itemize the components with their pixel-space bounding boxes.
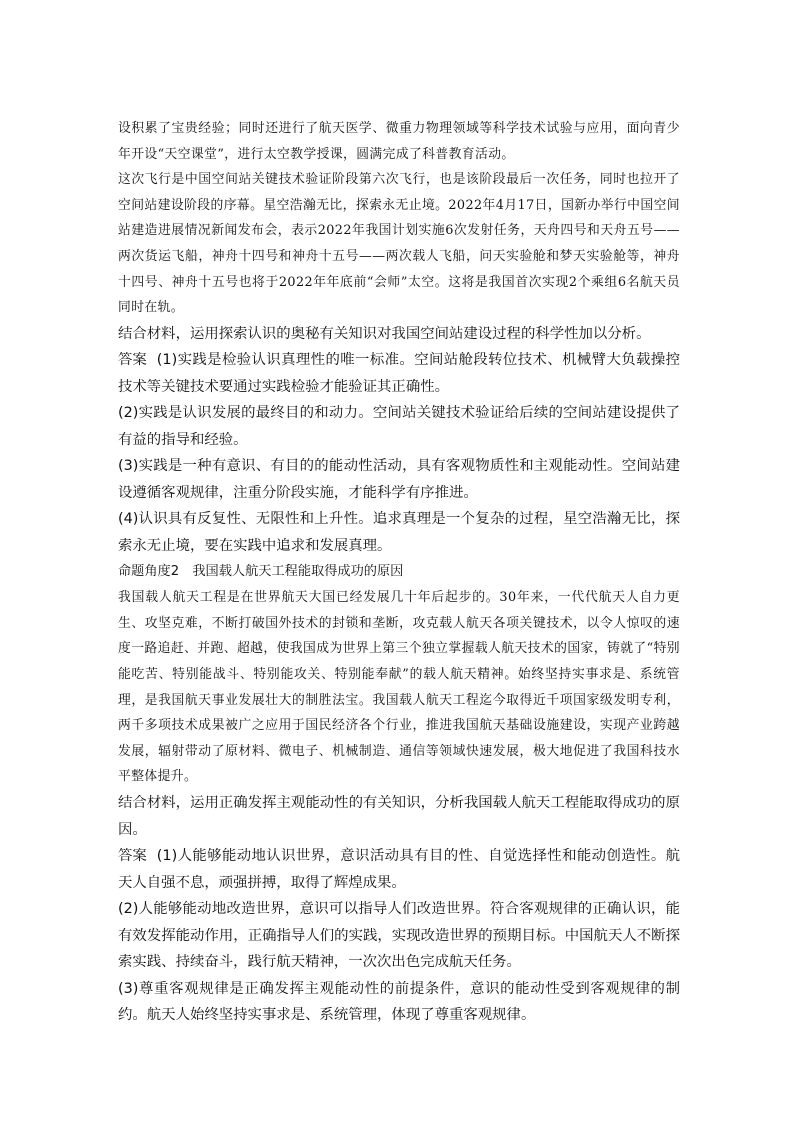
document-page bbox=[118, 116, 680, 1029]
material-paragraph: 设积累了宝贵经验；同时还进行了航天医学、微重力物理领域等科学技术试验与应用，面向青少年开设“天空课堂”，进行太空教学授课，圆满完成了科普教育活动。 bbox=[118, 121, 680, 162]
answer-item: (3)实践是一种有意识、有目的的能动性活动，具有客观物质性和主观能动性。空间站建设遵循客观规律，注重分阶段实施，才能科学有序推进。 bbox=[118, 458, 680, 501]
answer-text: (1)实践是检验认识真理性的唯一标准。空间站舱段转位技术、机械臂大负载操控技术等关键技术要通过实践检验才能验证其正确性。 bbox=[118, 352, 680, 395]
question-text: 结合材料，运用探索认识的奥秘有关知识对我国空间站建设过程的科学性加以分析。 bbox=[118, 325, 651, 342]
answer-label: 答案 bbox=[118, 848, 147, 864]
answer-item bbox=[118, 347, 680, 400]
section-manned-spaceflight bbox=[118, 559, 680, 1028]
answer-text: (1)人能够能动地认识世界，意识活动具有目的性、自觉选择性和能动创造性。航天人自强不息，顽强拼搏，取得了辉煌成果。 bbox=[118, 848, 680, 891]
section-space-station bbox=[118, 116, 680, 559]
answer-item: (2)人能够能动地改造世界，意识可以指导人们改造世界。符合客观规律的正确认识，能有效发挥能动作用，正确指导人们的实践，实现改造世界的预期目标。中国航天人不断探索实践、持续奋斗，践行航天精神，一次次出色完成航天任务。 bbox=[118, 901, 680, 970]
answer-label: 答案 bbox=[118, 352, 147, 369]
question-text: 结合材料，运用正确发挥主观能动性的有关知识，分析我国载人航天工程能取得成功的原因。 bbox=[118, 795, 680, 838]
section-heading: 命题角度2 我国载人航天工程能取得成功的原因 bbox=[118, 564, 404, 580]
answer-item bbox=[118, 843, 680, 896]
answer-item: (3)尊重客观规律是正确发挥主观能动性的前提条件，意识的能动性受到客观规律的制约。航天人始终坚持实事求是、系统管理，体现了尊重客观规律。 bbox=[118, 980, 680, 1023]
answer-item: (2)实践是认识发展的最终目的和动力。空间站关键技术验证给后续的空间站建设提供了有益的指导和经验。 bbox=[118, 405, 680, 448]
material-paragraph: 这次飞行是中国空间站关键技术验证阶段第六次飞行，也是该阶段最后一次任务，同时也拉开了空间站建设阶段的序幕。星空浩瀚无比，探索永无止境。2022年4月17日，国新办举行中国空间站建造进展情况新闻发布会，表示2022年我国计划实施6次发射任务，天舟四号和天舟五号——两次货运飞船，神舟十四号和神舟十五号——两次载人飞船，问天实验舱和梦天实验舱等，神舟十四号、神舟十五号也将于2022年年底前“会师”太空。这将是我国首次实现2个乘组6名航天员同时在轨。 bbox=[118, 172, 680, 316]
material-paragraph: 我国载人航天工程是在世界航天大国已经发展几十年后起步的。30年来，一代代航天人自力更生、攻坚克难，不断打破国外技术的封锁和垄断，攻克载人航天各项关键技术，以令人惊叹的速度一路追赶、并跑、超越，使我国成为世界上第三个独立掌握载人航天技术的国家，铸就了“特别能吃苦、特别能战斗、特别能攻关、特别能奉献”的载人航天精神。始终坚持实事求是、系统管理，是我国航天事业发展壮大的制胜法宝。我国载人航天工程迄今取得近千项国家级发明专利，两千多项技术成果被广之应用于国民经济各个行业，推进我国航天基础设施建设，实现产业跨越发展，辐射带动了原材料、微电子、机械制造、通信等领域快速发展，极大地促进了我国科技水平整体提升。 bbox=[118, 590, 680, 785]
answer-item: (4)认识具有反复性、无限性和上升性。追求真理是一个复杂的过程，星空浩瀚无比，探索永无止境，要在实践中追求和发展真理。 bbox=[118, 511, 680, 554]
